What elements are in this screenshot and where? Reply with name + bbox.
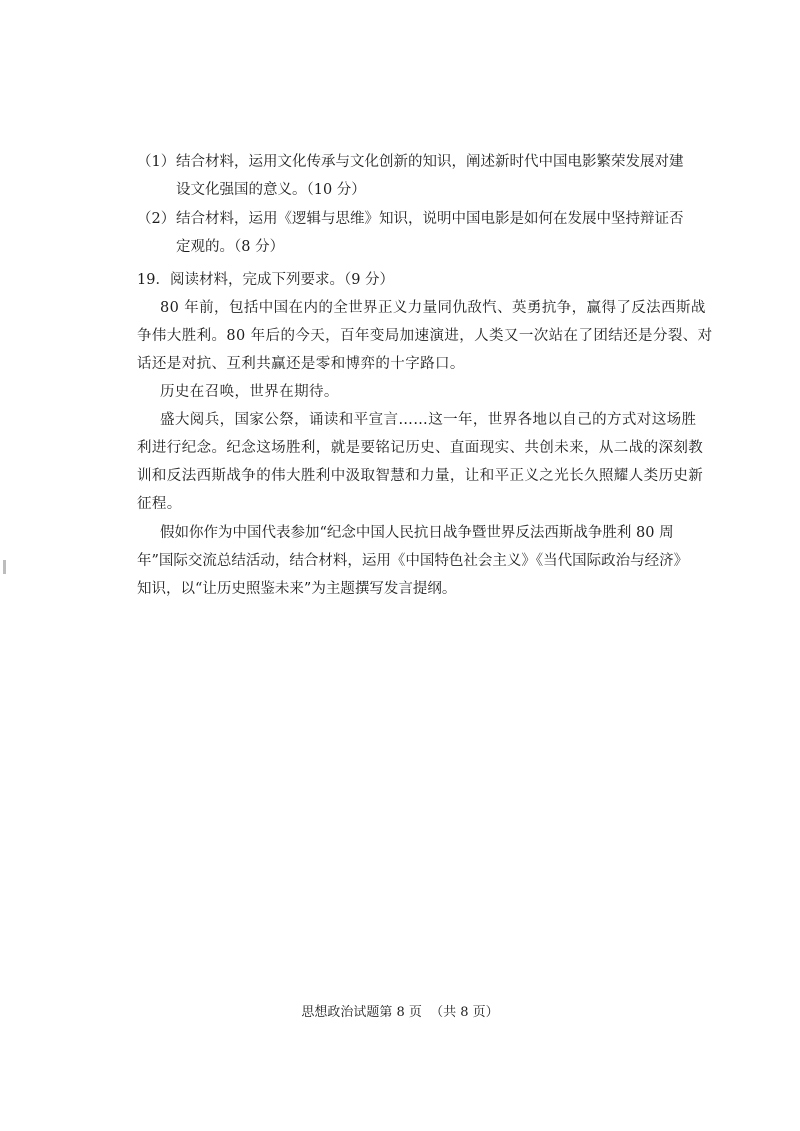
q18-sub1-text-line2: 设文化强国的意义。（10 分） xyxy=(176,182,366,198)
q19-material-para3-line3: 训和反法西斯战争的伟大胜利中汲取智慧和力量，让和平正义之光长久照耀人类历史新 xyxy=(137,468,704,484)
page-footer: 思想政治试题第 8 页 （共 8 页） xyxy=(301,1005,499,1020)
q19-material-para1-line2: 争伟大胜利。80 年后的今天，百年变局加速演进，人类又一次站在了团结还是分裂、对 xyxy=(137,328,713,344)
q19-material-para3-line1: 盛大阅兵，国家公祭，诵读和平宣言……这一年，世界各地以自己的方式对这场胜 xyxy=(160,412,697,428)
q18-sub2-text-line2: 定观的。（8 分） xyxy=(176,239,285,255)
q19-material-para1-line1: 80 年前，包括中国在内的全世界正义力量同仇敌忾、英勇抗争，赢得了反法西斯战 xyxy=(160,300,706,316)
q19-header: 19．阅读材料，完成下列要求。（9 分） xyxy=(137,272,395,288)
q18-sub2-number: （2） xyxy=(137,211,176,227)
q19-material-para1-line3: 话还是对抗、互利共赢还是零和博弈的十字路口。 xyxy=(137,356,465,372)
q18-sub2-text-line1: 结合材料，运用《逻辑与思维》知识，说明中国电影是如何在发展中坚持辩证否 xyxy=(176,211,684,227)
q19-material-para3-line2: 利进行纪念。纪念这场胜利，就是要铭记历史、直面现实、共创未来，从二战的深刻教 xyxy=(137,440,704,456)
q18-sub1-text-line1: 结合材料，运用文化传承与文化创新的知识，阐述新时代中国电影繁荣发展对建 xyxy=(176,154,684,170)
q19-material-para2: 历史在召唤，世界在期待。 xyxy=(160,384,339,400)
q19-task-line2: 年”国际交流总结活动，结合材料，运用《中国特色社会主义》《当代国际政治与经济》 xyxy=(137,553,689,569)
scan-edge-mark xyxy=(3,560,6,574)
q19-task-line1: 假如你作为中国代表参加“纪念中国人民抗日战争暨世界反法西斯战争胜利 80 周 xyxy=(160,525,674,541)
q18-sub1-number: （1） xyxy=(137,154,176,170)
q19-task-line3: 知识，以“让历史照鉴未来”为主题撰写发言提纲。 xyxy=(137,581,457,597)
q19-material-para3-line4: 征程。 xyxy=(137,496,182,512)
